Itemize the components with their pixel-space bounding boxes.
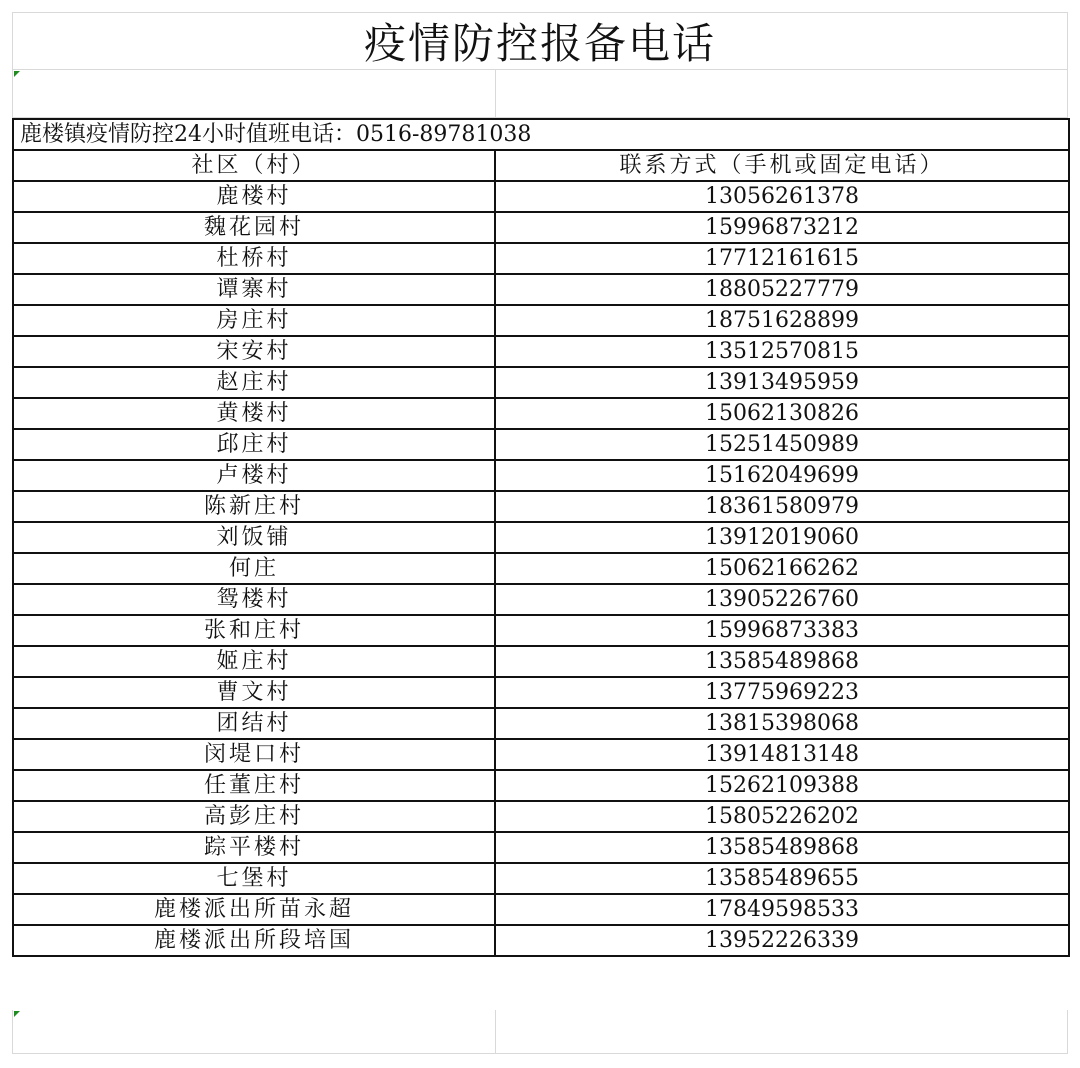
community-name-cell[interactable]: 鹿楼派出所苗永超 — [13, 894, 495, 925]
table-row — [13, 832, 1069, 863]
phone-number-cell[interactable]: 15262109388 — [495, 770, 1069, 801]
community-name-cell[interactable]: 杜桥村 — [13, 243, 495, 274]
phone-number-cell[interactable]: 13585489868 — [495, 832, 1069, 863]
table-row — [13, 274, 1069, 305]
phone-number-cell[interactable]: 13815398068 — [495, 708, 1069, 739]
table-row — [13, 460, 1069, 491]
table-row — [13, 553, 1069, 584]
community-name-cell[interactable]: 高彭庄村 — [13, 801, 495, 832]
table-row — [13, 491, 1069, 522]
table-row — [13, 398, 1069, 429]
table-row — [13, 336, 1069, 367]
table-row — [13, 646, 1069, 677]
community-name-cell[interactable]: 刘饭铺 — [13, 522, 495, 553]
community-name-cell[interactable]: 鸳楼村 — [13, 584, 495, 615]
community-name-cell[interactable]: 鹿楼村 — [13, 181, 495, 212]
table-row — [13, 584, 1069, 615]
phone-number-cell[interactable]: 18361580979 — [495, 491, 1069, 522]
phone-number-cell[interactable]: 13914813148 — [495, 739, 1069, 770]
table-row — [13, 863, 1069, 894]
community-name-cell[interactable]: 赵庄村 — [13, 367, 495, 398]
cell-divider — [495, 1010, 496, 1053]
header-contact[interactable]: 联系方式（手机或固定电话） — [495, 150, 1069, 181]
community-name-cell[interactable]: 闵堤口村 — [13, 739, 495, 770]
table-row — [13, 522, 1069, 553]
community-name-cell[interactable]: 魏花园村 — [13, 212, 495, 243]
table-row — [13, 212, 1069, 243]
table-row — [13, 925, 1069, 956]
phone-number-cell[interactable]: 13775969223 — [495, 677, 1069, 708]
table-row — [13, 708, 1069, 739]
community-name-cell[interactable]: 任董庄村 — [13, 770, 495, 801]
community-name-cell[interactable]: 踪平楼村 — [13, 832, 495, 863]
header-row — [13, 150, 1069, 181]
community-name-cell[interactable]: 曹文村 — [13, 677, 495, 708]
community-name-cell[interactable]: 团结村 — [13, 708, 495, 739]
table-row — [13, 770, 1069, 801]
phone-number-cell[interactable]: 15062130826 — [495, 398, 1069, 429]
phone-number-cell[interactable]: 13912019060 — [495, 522, 1069, 553]
table-row — [13, 429, 1069, 460]
community-name-cell[interactable]: 鹿楼派出所段培国 — [13, 925, 495, 956]
phone-number-cell[interactable]: 15251450989 — [495, 429, 1069, 460]
phone-number-cell[interactable]: 15996873212 — [495, 212, 1069, 243]
hotline-row — [13, 119, 1069, 150]
empty-row[interactable] — [12, 1010, 1068, 1054]
community-name-cell[interactable]: 姬庄村 — [13, 646, 495, 677]
empty-row[interactable] — [12, 70, 1068, 118]
error-indicator-icon — [14, 1011, 20, 1017]
phone-number-cell[interactable]: 17849598533 — [495, 894, 1069, 925]
table-row — [13, 677, 1069, 708]
phone-number-cell[interactable]: 18805227779 — [495, 274, 1069, 305]
phone-number-cell[interactable]: 13905226760 — [495, 584, 1069, 615]
table-row — [13, 615, 1069, 646]
table-row — [13, 739, 1069, 770]
phone-number-cell[interactable]: 13913495959 — [495, 367, 1069, 398]
hotline-cell[interactable]: 鹿楼镇疫情防控24小时值班电话：0516-89781038 — [13, 119, 1069, 150]
community-name-cell[interactable]: 陈新庄村 — [13, 491, 495, 522]
community-name-cell[interactable]: 邱庄村 — [13, 429, 495, 460]
phone-number-cell[interactable]: 18751628899 — [495, 305, 1069, 336]
table-row — [13, 305, 1069, 336]
community-name-cell[interactable]: 张和庄村 — [13, 615, 495, 646]
phone-number-cell[interactable]: 17712161615 — [495, 243, 1069, 274]
phone-number-cell[interactable]: 15062166262 — [495, 553, 1069, 584]
phone-number-cell[interactable]: 15996873383 — [495, 615, 1069, 646]
phone-number-cell[interactable]: 13512570815 — [495, 336, 1069, 367]
phone-number-cell[interactable]: 13952226339 — [495, 925, 1069, 956]
error-indicator-icon — [14, 71, 20, 77]
community-name-cell[interactable]: 谭寨村 — [13, 274, 495, 305]
table-row — [13, 367, 1069, 398]
table-row — [13, 243, 1069, 274]
phone-number-cell[interactable]: 15162049699 — [495, 460, 1069, 491]
community-name-cell[interactable]: 房庄村 — [13, 305, 495, 336]
community-name-cell[interactable]: 卢楼村 — [13, 460, 495, 491]
community-name-cell[interactable]: 何庄 — [13, 553, 495, 584]
table-row — [13, 894, 1069, 925]
community-name-cell[interactable]: 七堡村 — [13, 863, 495, 894]
phone-number-cell[interactable]: 13056261378 — [495, 181, 1069, 212]
page-title: 疫情防控报备电话 — [12, 12, 1068, 70]
phone-number-cell[interactable]: 13585489655 — [495, 863, 1069, 894]
contact-table — [12, 118, 1070, 957]
table-row — [13, 801, 1069, 832]
spreadsheet — [12, 12, 1068, 1056]
header-community[interactable]: 社区（村） — [13, 150, 495, 181]
community-name-cell[interactable]: 黄楼村 — [13, 398, 495, 429]
cell-divider — [495, 70, 496, 117]
table-row — [13, 181, 1069, 212]
community-name-cell[interactable]: 宋安村 — [13, 336, 495, 367]
phone-number-cell[interactable]: 15805226202 — [495, 801, 1069, 832]
phone-number-cell[interactable]: 13585489868 — [495, 646, 1069, 677]
